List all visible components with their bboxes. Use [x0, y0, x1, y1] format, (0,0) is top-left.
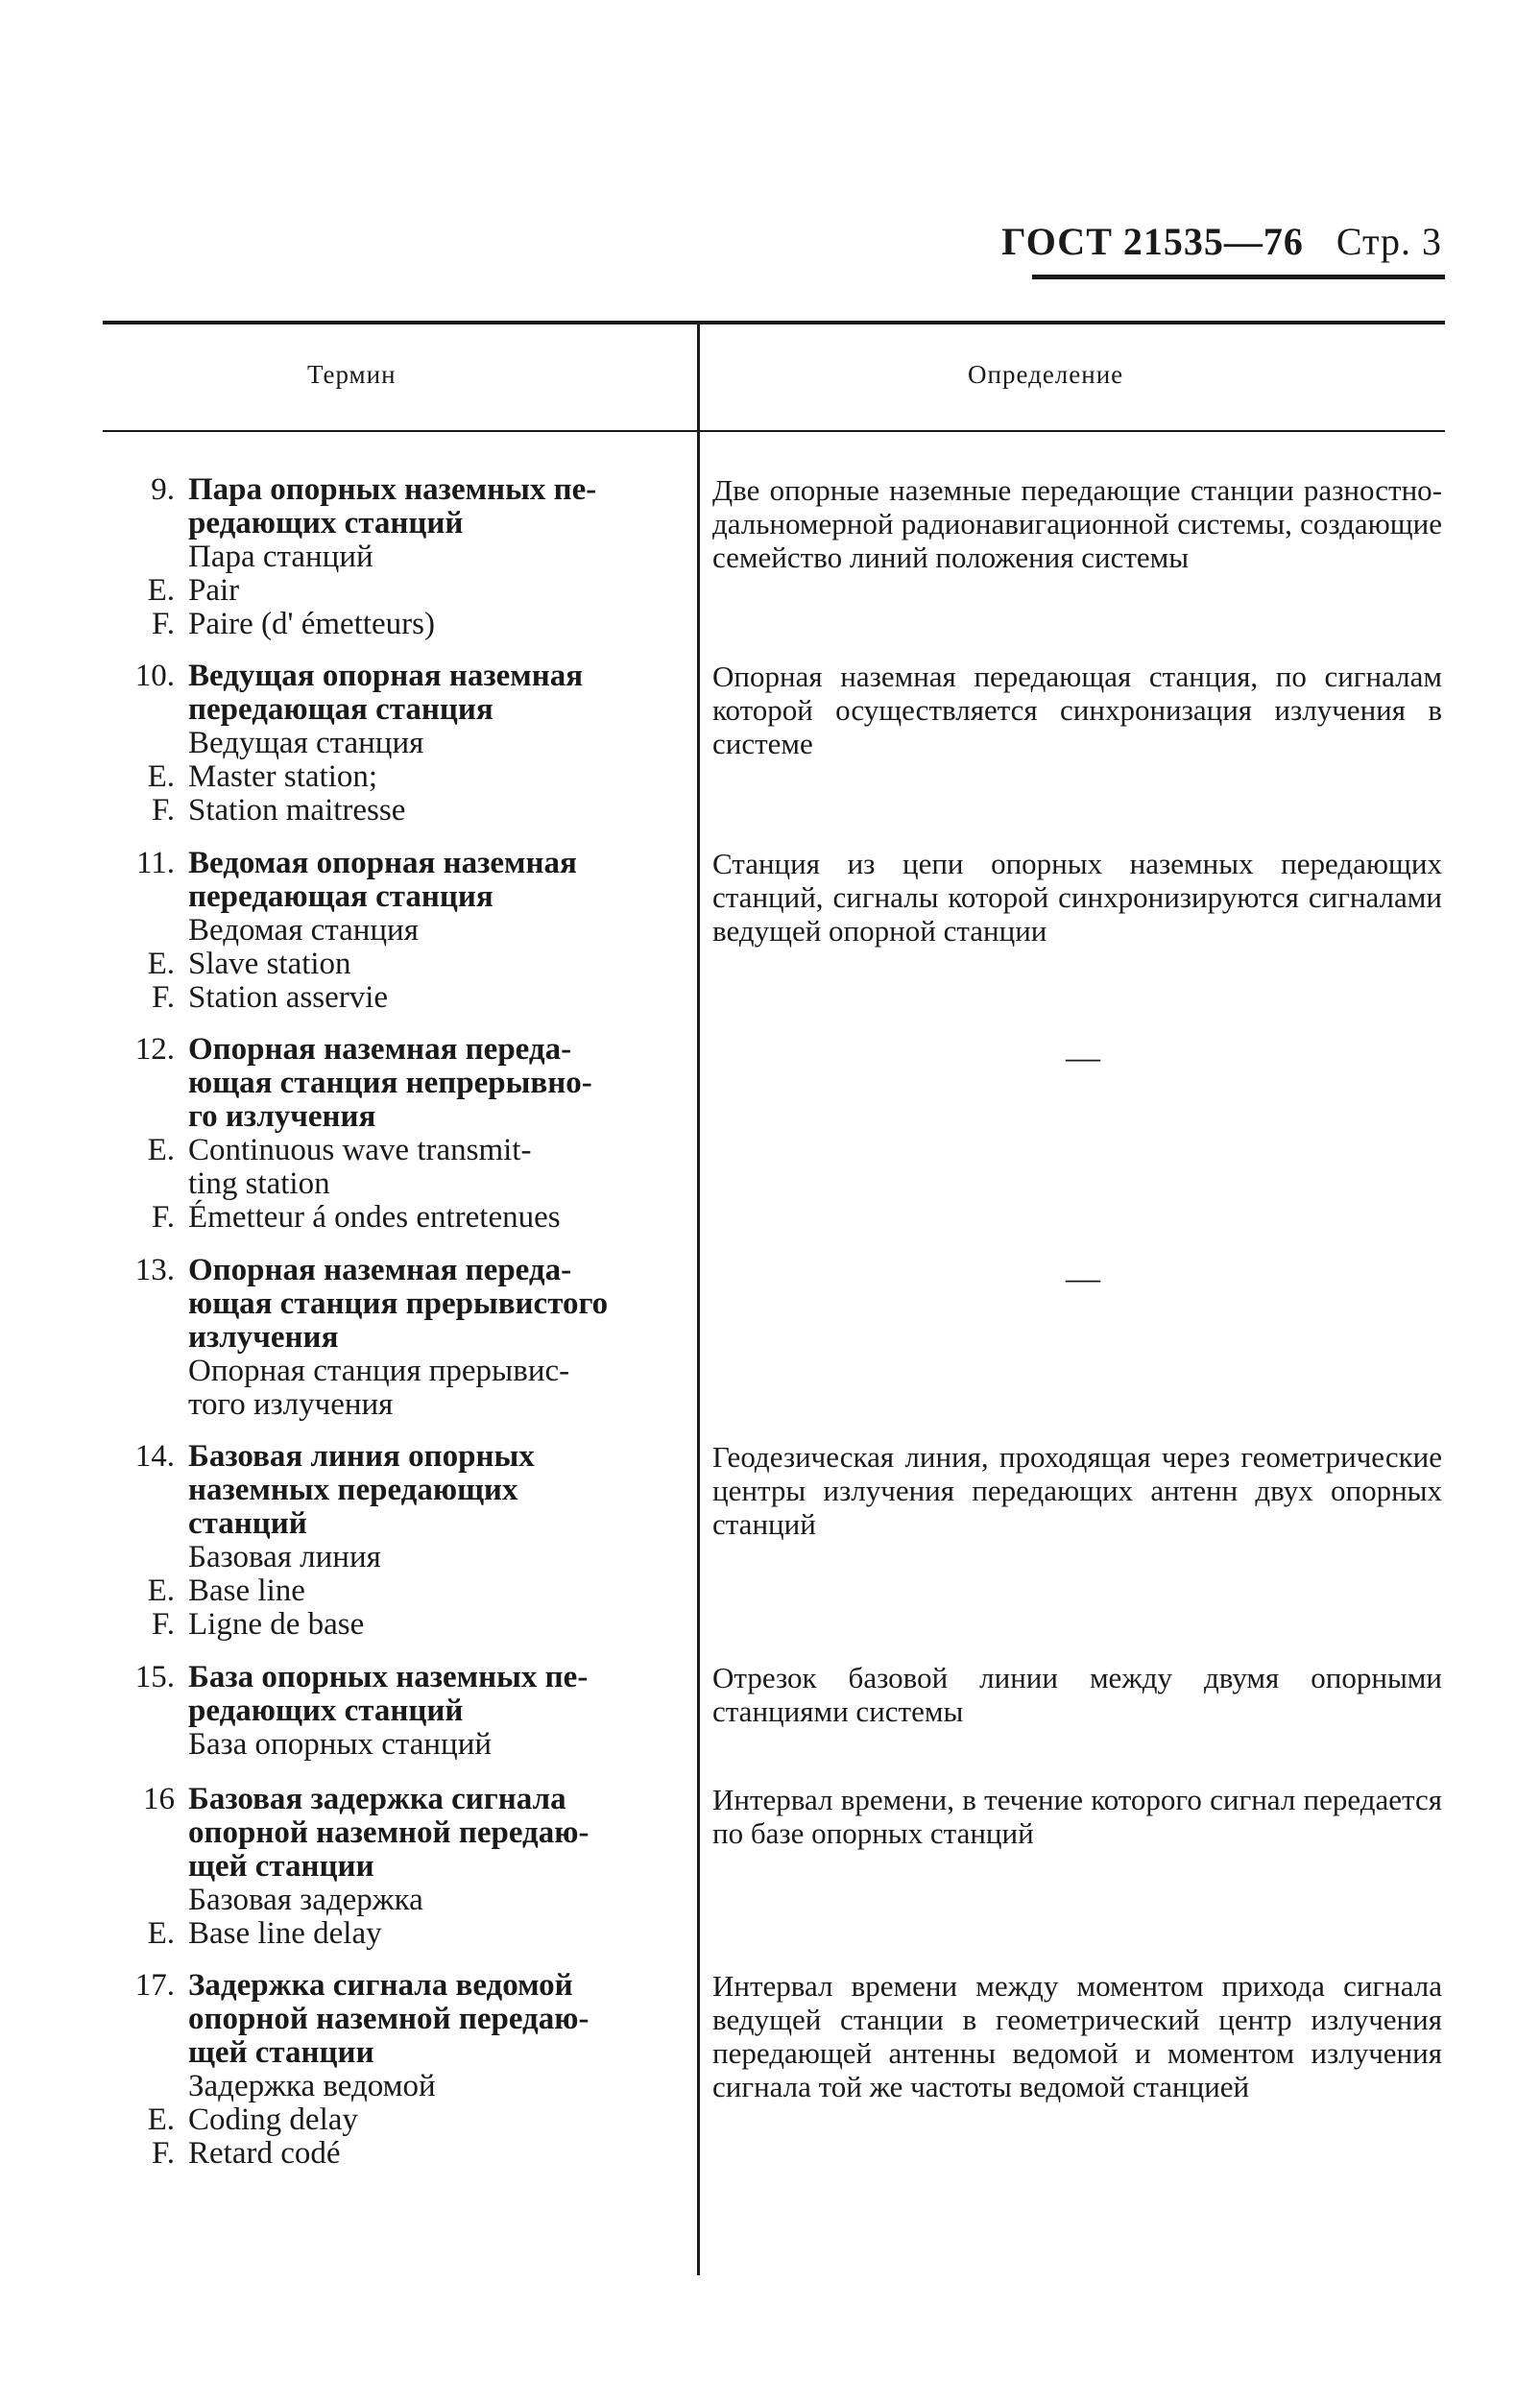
term-short: База опорных станций: [188, 1727, 493, 1762]
standard-number: ГОСТ 21535—76: [1001, 220, 1304, 263]
term-short: Опорная станция прерывис-: [188, 1354, 570, 1388]
term-french: Station asservie: [188, 980, 389, 1015]
term-cell: 17. Задержка сигнала ведомой опорной наземной передаю- щей станции Задержка ведомой E. Coding delay F. Retard codé: [123, 1969, 670, 2171]
term-name: излучения: [188, 1320, 339, 1355]
term-short: Задержка ведомой: [188, 2069, 436, 2103]
term-cell: 12. Опорная наземная переда- ющая станция непрерывно- го излучения E. Continuous wave transmit- ting station F. Émetteur á ondes entretenues: [123, 1033, 670, 1235]
term-cell: 16 Базовая задержка сигнала опорной наземной передаю- щей станции Базовая задержка E. Base line delay: [123, 1783, 670, 1951]
term-short: Базовая задержка: [188, 1883, 423, 1917]
definition-cell: Интервал времени, в течение которого сигнал передается по базе опорных станций: [712, 1783, 1442, 1850]
term-english: Pair: [188, 573, 240, 608]
entry-number: 14.: [134, 1439, 175, 1474]
term-name: станций: [188, 1506, 307, 1541]
definition-cell: Опорная наземная передающая станция, по сигналам которой осуществляется синхронизация излучения в системе: [712, 660, 1442, 760]
term-french: Ligne de base: [188, 1607, 365, 1642]
term-short: Базовая линия: [188, 1540, 381, 1574]
page-header: [1001, 219, 1442, 264]
term-name: опорной наземной передаю-: [188, 1815, 590, 1850]
term-english: Base line: [188, 1573, 305, 1608]
term-short: Ведомая станция: [188, 913, 419, 948]
entry-number: 15.: [134, 1660, 175, 1694]
term-cell: 10. Ведущая опорная наземная передающая станция Ведущая станция E. Master station; F. Station maitresse: [123, 660, 670, 828]
term-english: ting station: [188, 1166, 330, 1201]
term-french: Paire (d' émetteurs): [188, 607, 436, 641]
term-english: Base line delay: [188, 1916, 382, 1951]
term-french: Émetteur á ondes entretenues: [188, 1200, 561, 1235]
definition-dash: —: [1066, 1259, 1100, 1297]
page-number: Стр. 3: [1335, 220, 1442, 263]
column-divider: [697, 321, 700, 2275]
entry-number: 16: [143, 1782, 175, 1816]
definition-cell: Станция из цепи опорных наземных передающих станций, сигналы которой синхронизируются сигналами ведущей опорной станции: [712, 847, 1442, 948]
term-cell: [123, 1254, 670, 1422]
term-name: Задержка сигнала ведомой: [188, 1968, 573, 2003]
definition-cell: Две опорные наземные передающие станции разностно-дальномерной радионавигационной системы, создающие семейство линий положения системы: [712, 473, 1442, 574]
term-name: Базовая задержка сигнала: [188, 1782, 566, 1816]
term-name: База опорных наземных пе-: [188, 1660, 589, 1694]
definition-cell: Интервал времени между моментом прихода сигнала ведущей станции в геометрический центр излучения передающей антенны ведомой и моментом излучения сигнала той же частоты ведомой станцией: [712, 1969, 1442, 2103]
term-name: Ведущая опорная наземная: [188, 659, 584, 693]
term-name: передающая станция: [188, 692, 493, 727]
definition-cell: Геодезическая линия, проходящая через геометрические центры излучения передающих антенн двух опорных станций: [712, 1440, 1442, 1541]
table-header-rule: [103, 430, 1445, 432]
term-english: Slave station: [188, 947, 351, 981]
term-name: ющая станция прерывистого: [188, 1286, 609, 1321]
term-name: щей станции: [188, 1849, 374, 1884]
term-name: ющая станция непрерывно-: [188, 1066, 592, 1100]
term-french: Retard codé: [188, 2136, 341, 2171]
term-cell: 11. Ведомая опорная наземная передающая станция Ведомая станция E. Slave station F. Station asservie: [123, 847, 670, 1015]
term-name: Опорная наземная переда-: [188, 1032, 572, 1067]
entry-number: 10.: [134, 659, 175, 693]
column-header-term: Термин: [307, 360, 397, 389]
term-name: редающих станций: [188, 506, 464, 540]
term-name: опорной наземной передаю-: [188, 2002, 590, 2036]
table-top-rule: [103, 321, 1445, 324]
term-name: Базовая линия опорных: [188, 1439, 535, 1474]
entry-number: 17.: [134, 1968, 175, 2003]
term-cell: 14. Базовая линия опорных наземных передающих станций Базовая линия E. Base line F. Ligne de base: [123, 1440, 670, 1642]
term-name: щей станции: [188, 2035, 374, 2070]
term-name: редающих станций: [188, 1693, 464, 1728]
term-name: Пара опорных наземных пе-: [188, 472, 597, 507]
column-header-definition: Определение: [968, 360, 1124, 389]
term-cell: [123, 1661, 670, 1762]
term-name: Ведомая опорная наземная: [188, 846, 577, 880]
term-english: Continuous wave transmit-: [188, 1133, 532, 1167]
term-english: Coding delay: [188, 2102, 358, 2137]
term-name: Опорная наземная переда-: [188, 1253, 572, 1287]
entry-number: 9.: [151, 472, 175, 507]
entry-number: 12.: [134, 1032, 175, 1067]
definition-cell: Отрезок базовой линии между двумя опорными станциями системы: [712, 1661, 1442, 1728]
term-short: Пара станций: [188, 540, 373, 574]
term-cell: 9. Пара опорных наземных пе- редающих станций Пара станций E. Pair F. Paire (d' émetteurs): [123, 473, 670, 641]
term-english: Master station;: [188, 759, 378, 794]
term-name: наземных передающих: [188, 1473, 518, 1507]
term-short: Ведущая станция: [188, 726, 424, 760]
entry-number: 13.: [134, 1253, 175, 1287]
header-rule: [1032, 275, 1445, 279]
definition-dash: —: [1066, 1038, 1100, 1076]
entry-number: 11.: [135, 846, 175, 880]
term-name: го излучения: [188, 1099, 376, 1134]
term-name: передающая станция: [188, 879, 493, 914]
term-short: того излучения: [188, 1387, 394, 1422]
term-french: Station maitresse: [188, 793, 406, 828]
